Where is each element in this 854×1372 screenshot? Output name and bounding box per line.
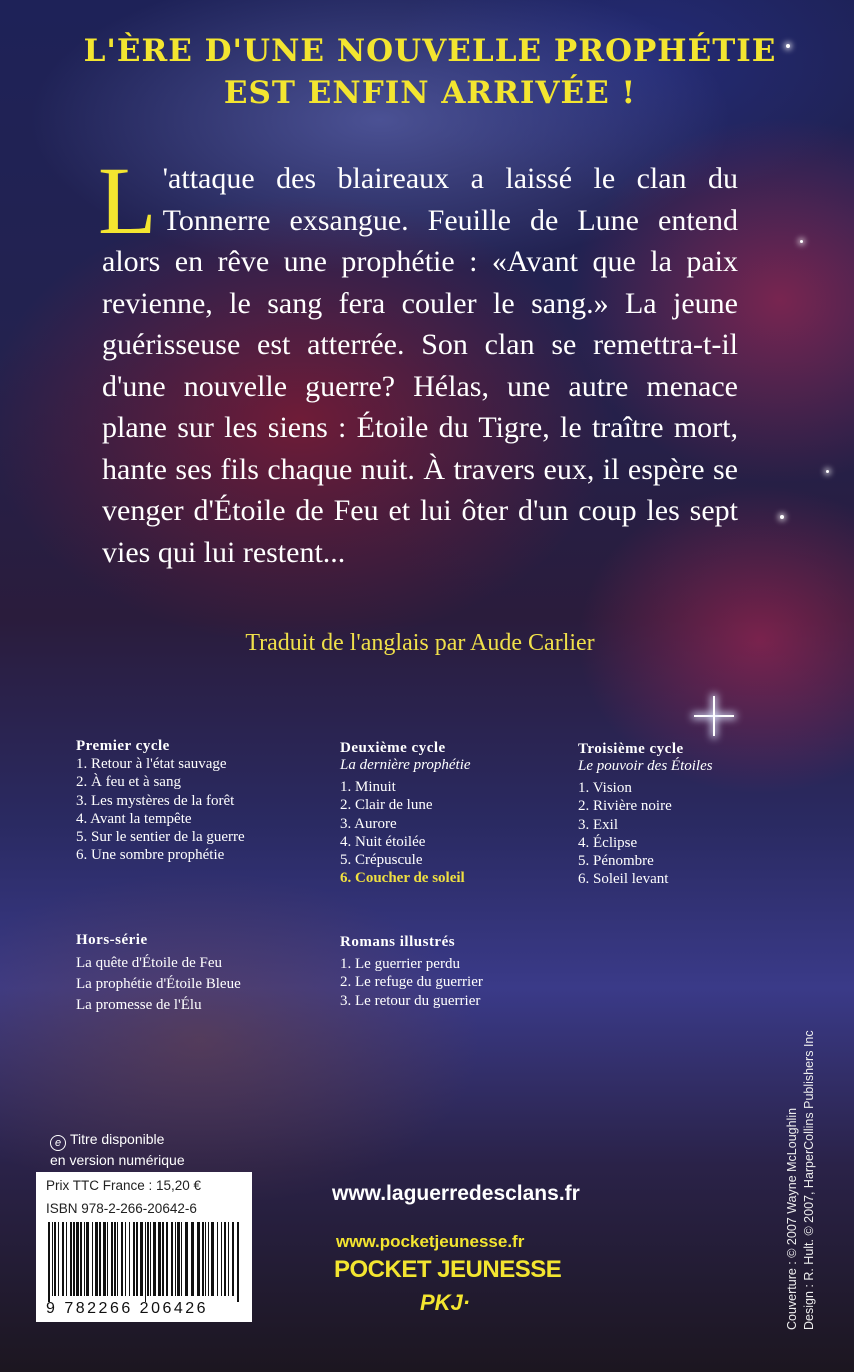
title-item: 5. Sur le sentier de la guerre: [76, 829, 245, 846]
drop-cap: L: [98, 147, 157, 254]
title-item: 4. Éclipse: [578, 834, 638, 851]
barcode-bar: [197, 1222, 200, 1296]
title-item: 1. Le guerrier perdu: [340, 956, 460, 972]
cycle-title: Troisième cycle: [578, 741, 684, 757]
romans-illustres: [340, 934, 483, 1010]
barcode-bar: [99, 1222, 101, 1296]
credit-line-2: Design : R. Hult. © 2007, HarperCollins Publishers Inc: [802, 1030, 816, 1330]
title-item: 3. Aurore: [340, 815, 397, 832]
barcode-bar: [166, 1222, 168, 1296]
cycle-list: [76, 755, 245, 865]
sparkle-star: [712, 714, 716, 718]
barcode-bar: [217, 1222, 218, 1296]
cycle-title: Premier cycle: [76, 738, 170, 754]
barcode-bar: [140, 1222, 143, 1296]
barcode-bar: [48, 1222, 50, 1302]
barcode-bar: [136, 1222, 138, 1296]
title-item: 3. Exil: [578, 816, 618, 833]
barcode-bar: [162, 1222, 164, 1296]
cycle-subtitle: Le pouvoir des Étoiles: [578, 758, 713, 774]
isbn: ISBN 978-2-266-20642-6: [46, 1201, 197, 1216]
title-item: 2. Le refuge du guerrier: [340, 974, 483, 991]
barcode-number: 9 782266 206426: [46, 1300, 209, 1317]
hors-serie: [76, 932, 241, 1016]
barcode-bar: [185, 1222, 188, 1296]
ebook-icon: e: [50, 1135, 66, 1151]
barcode-bar: [129, 1222, 130, 1296]
barcode-bar: [70, 1222, 72, 1296]
barcode-bar: [171, 1222, 173, 1296]
barcode-bar: [150, 1222, 151, 1296]
cover-credits: [784, 1030, 818, 1330]
publisher-name: POCKET JEUNESSE: [334, 1256, 562, 1283]
barcode-bar: [117, 1222, 118, 1296]
barcode-bar: [76, 1222, 79, 1296]
barcode-bar: [66, 1222, 67, 1296]
barcode-bar: [95, 1222, 98, 1296]
title-item: La prophétie d'Étoile Bleue: [76, 976, 241, 992]
barcode-bar: [114, 1222, 116, 1296]
title-item: 1. Retour à l'état sauvage: [76, 756, 227, 772]
cycle-list: [578, 779, 713, 889]
star: [800, 240, 803, 243]
star: [780, 515, 784, 519]
price: Prix TTC France : 15,20 €: [46, 1178, 202, 1193]
title-item: La quête d'Étoile de Feu: [76, 955, 222, 971]
barcode-bar: [133, 1222, 135, 1296]
title-item: 6. Une sombre prophétie: [76, 847, 225, 864]
barcode-bar: [145, 1222, 146, 1302]
barcode-bar: [177, 1222, 180, 1296]
publisher-logo: PKJ·: [420, 1290, 471, 1315]
epub-line-2: en version numérique: [50, 1152, 185, 1168]
star: [826, 470, 829, 473]
barcode-bar: [107, 1222, 108, 1296]
credit-line-1: Couverture : © 2007 Wayne McLoughlin: [785, 1107, 799, 1330]
barcode-bar: [58, 1222, 59, 1296]
barcode-bar: [73, 1222, 75, 1296]
barcode-bar: [86, 1222, 89, 1296]
barcode-bar: [103, 1222, 106, 1296]
barcode-bar: [111, 1222, 113, 1296]
barcode: [46, 1222, 244, 1302]
title-item: La promesse de l'Élu: [76, 997, 202, 1013]
barcode-bar: [84, 1222, 85, 1296]
barcode-bar: [191, 1222, 194, 1296]
title-item: 1. Vision: [578, 780, 632, 796]
translator-credit: Traduit de l'anglais par Aude Carlier: [245, 630, 595, 656]
barcode-bar: [153, 1222, 156, 1296]
headline-line-1: L'ÈRE D'UNE NOUVELLE PROPHÉTIE: [83, 33, 777, 69]
headline: [70, 30, 790, 114]
barcode-bar: [232, 1222, 234, 1296]
title-item: 2. À feu et à sang: [76, 774, 181, 791]
barcode-bar: [147, 1222, 149, 1296]
barcode-bar: [228, 1222, 229, 1296]
barcode-bar: [52, 1222, 53, 1296]
title-item: 4. Nuit étoilée: [340, 833, 426, 850]
cycle-title: Hors-série: [76, 932, 148, 948]
series-website[interactable]: www.laguerredesclans.fr: [332, 1182, 580, 1205]
headline-line-2: EST ENFIN ARRIVÉE !: [223, 75, 637, 111]
title-item: 6. Soleil levant: [578, 871, 669, 888]
title-item: 2. Rivière noire: [578, 798, 672, 815]
epub-line-1: Titre disponible: [70, 1131, 165, 1147]
cycle-list: [340, 955, 483, 1010]
cycle-title: Romans illustrés: [340, 934, 456, 950]
barcode-bar: [125, 1222, 126, 1296]
barcode-bar: [205, 1222, 206, 1296]
barcode-bar: [80, 1222, 82, 1296]
troisieme-cycle: [578, 741, 713, 889]
barcode-bar: [181, 1222, 182, 1296]
title-item: 5. Pénombre: [578, 853, 654, 870]
barcode-bar: [211, 1222, 214, 1296]
cycle-title: Deuxième cycle: [340, 740, 446, 756]
cycle-subtitle: La dernière prophétie: [340, 757, 471, 773]
title-item: 1. Minuit: [340, 779, 396, 795]
barcode-bar: [202, 1222, 204, 1296]
barcode-bar: [175, 1222, 176, 1296]
barcode-bar: [237, 1222, 239, 1302]
digital-edition-note: [50, 1130, 185, 1169]
title-item: 6. Coucher de soleil: [340, 870, 465, 887]
publisher-website[interactable]: www.pocketjeunesse.fr: [336, 1232, 525, 1251]
title-item: 3. Les mystères de la forêt: [76, 792, 235, 809]
title-item: 5. Crépuscule: [340, 852, 423, 869]
barcode-bar: [92, 1222, 93, 1296]
barcode-bar: [221, 1222, 222, 1296]
title-item: 2. Clair de lune: [340, 797, 433, 814]
barcode-bar: [158, 1222, 161, 1296]
cycle-list: [340, 778, 471, 888]
cycle-list: [76, 953, 241, 1016]
blurb: [98, 147, 738, 573]
barcode-bar: [54, 1222, 56, 1296]
barcode-bar: [121, 1222, 123, 1296]
title-item: 3. Le retour du guerrier: [340, 992, 481, 1009]
blurb-text: 'attaque des blaireaux a laissé le clan du Tonnerre exsangue. Feuille de Lune entend alors en rêve une prophétie : «Avant que la paix revienne, le sang fera couler le sang.» La jeune guérisseuse est atterrée. Son clan se remettra-t-il d'une nouvelle guerre? Hélas, une autre menace plane sur les siens : Étoile du Tigre, le traître mort, hante ses fils chaque nuit. À travers eux, il espère se venger d'Étoile de Feu et lui ôter d'un coup les sept vies qui lui restent...: [102, 162, 738, 569]
barcode-bar: [224, 1222, 226, 1296]
barcode-bar: [208, 1222, 209, 1296]
price-barcode-box: [36, 1172, 252, 1322]
premier-cycle: [76, 738, 245, 865]
deuxieme-cycle: [340, 740, 471, 888]
barcode-bar: [62, 1222, 64, 1296]
title-item: 4. Avant la tempête: [76, 810, 192, 827]
